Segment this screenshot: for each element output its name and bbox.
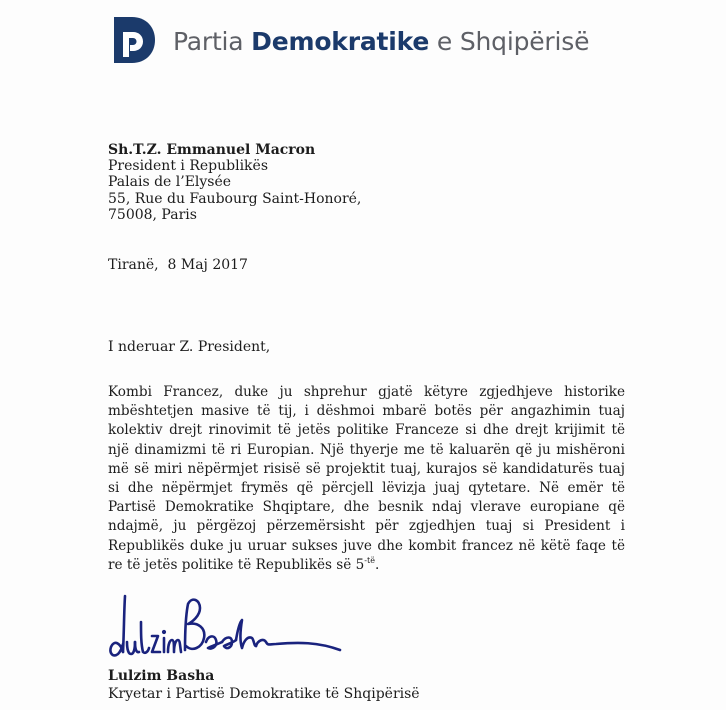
org-name-part2: e Shqipërisë bbox=[429, 26, 590, 56]
letter-body bbox=[108, 383, 625, 575]
letterhead bbox=[112, 14, 589, 66]
org-name-part1: Partia bbox=[173, 26, 252, 56]
salutation: I nderuar Z. President, bbox=[108, 339, 271, 355]
recipient-street: 55, Rue du Faubourg Saint-Honoré, bbox=[108, 190, 362, 207]
org-name-strong: Demokratike bbox=[251, 26, 430, 56]
recipient-address bbox=[108, 142, 361, 223]
organization-name bbox=[173, 27, 589, 56]
recipient-name: Sh.T.Z. Emmanuel Macron bbox=[108, 142, 316, 158]
party-logo-d-icon bbox=[112, 15, 156, 65]
signer-name: Lulzim Basha bbox=[108, 668, 215, 684]
body-text: Kombi Francez, duke ju shprehur gjatë këtyre zgjedhjeve historike mbështetjen masive të tij, i dëshmoi mbarë botës për angazhimin tuaj kolektiv drejt rinovimit të jetës politike Franceze si dhe drejt krijimit të një dinamizmi të ri Europian. Një thyerje me të kaluarën që ju mishëroni më së miri nëpërmjet risisë së projektit tuaj, kurajos së kandidaturës tuaj si dhe nëpërmjet frymës që përcjell lëvizja juaj qytetare. Në emër të Partisë Demokratike Shqiptare, dhe besnik ndaj vlerave europiane që ndajmë, ju përgëzoj përzemërsisht për zgjedhjen tuaj si President i Republikës duke ju uruar sukses juve dhe kombit francez në këtë faqe të re të jetës politike të Republikës së 5 bbox=[108, 384, 625, 573]
recipient-title: President i Republikës bbox=[108, 158, 269, 175]
signer-title: Kryetar i Partisë Demokratike të Shqipërisë bbox=[108, 686, 420, 702]
ordinal-superscript: -të bbox=[364, 555, 375, 565]
handwritten-signature-icon bbox=[108, 592, 348, 664]
recipient-building: Palais de l’Elysée bbox=[108, 174, 232, 191]
recipient-city: 75008, Paris bbox=[108, 206, 197, 223]
body-ending: . bbox=[374, 556, 380, 573]
signer-block bbox=[108, 667, 420, 703]
letter-date: Tiranë, 8 Maj 2017 bbox=[108, 257, 248, 273]
